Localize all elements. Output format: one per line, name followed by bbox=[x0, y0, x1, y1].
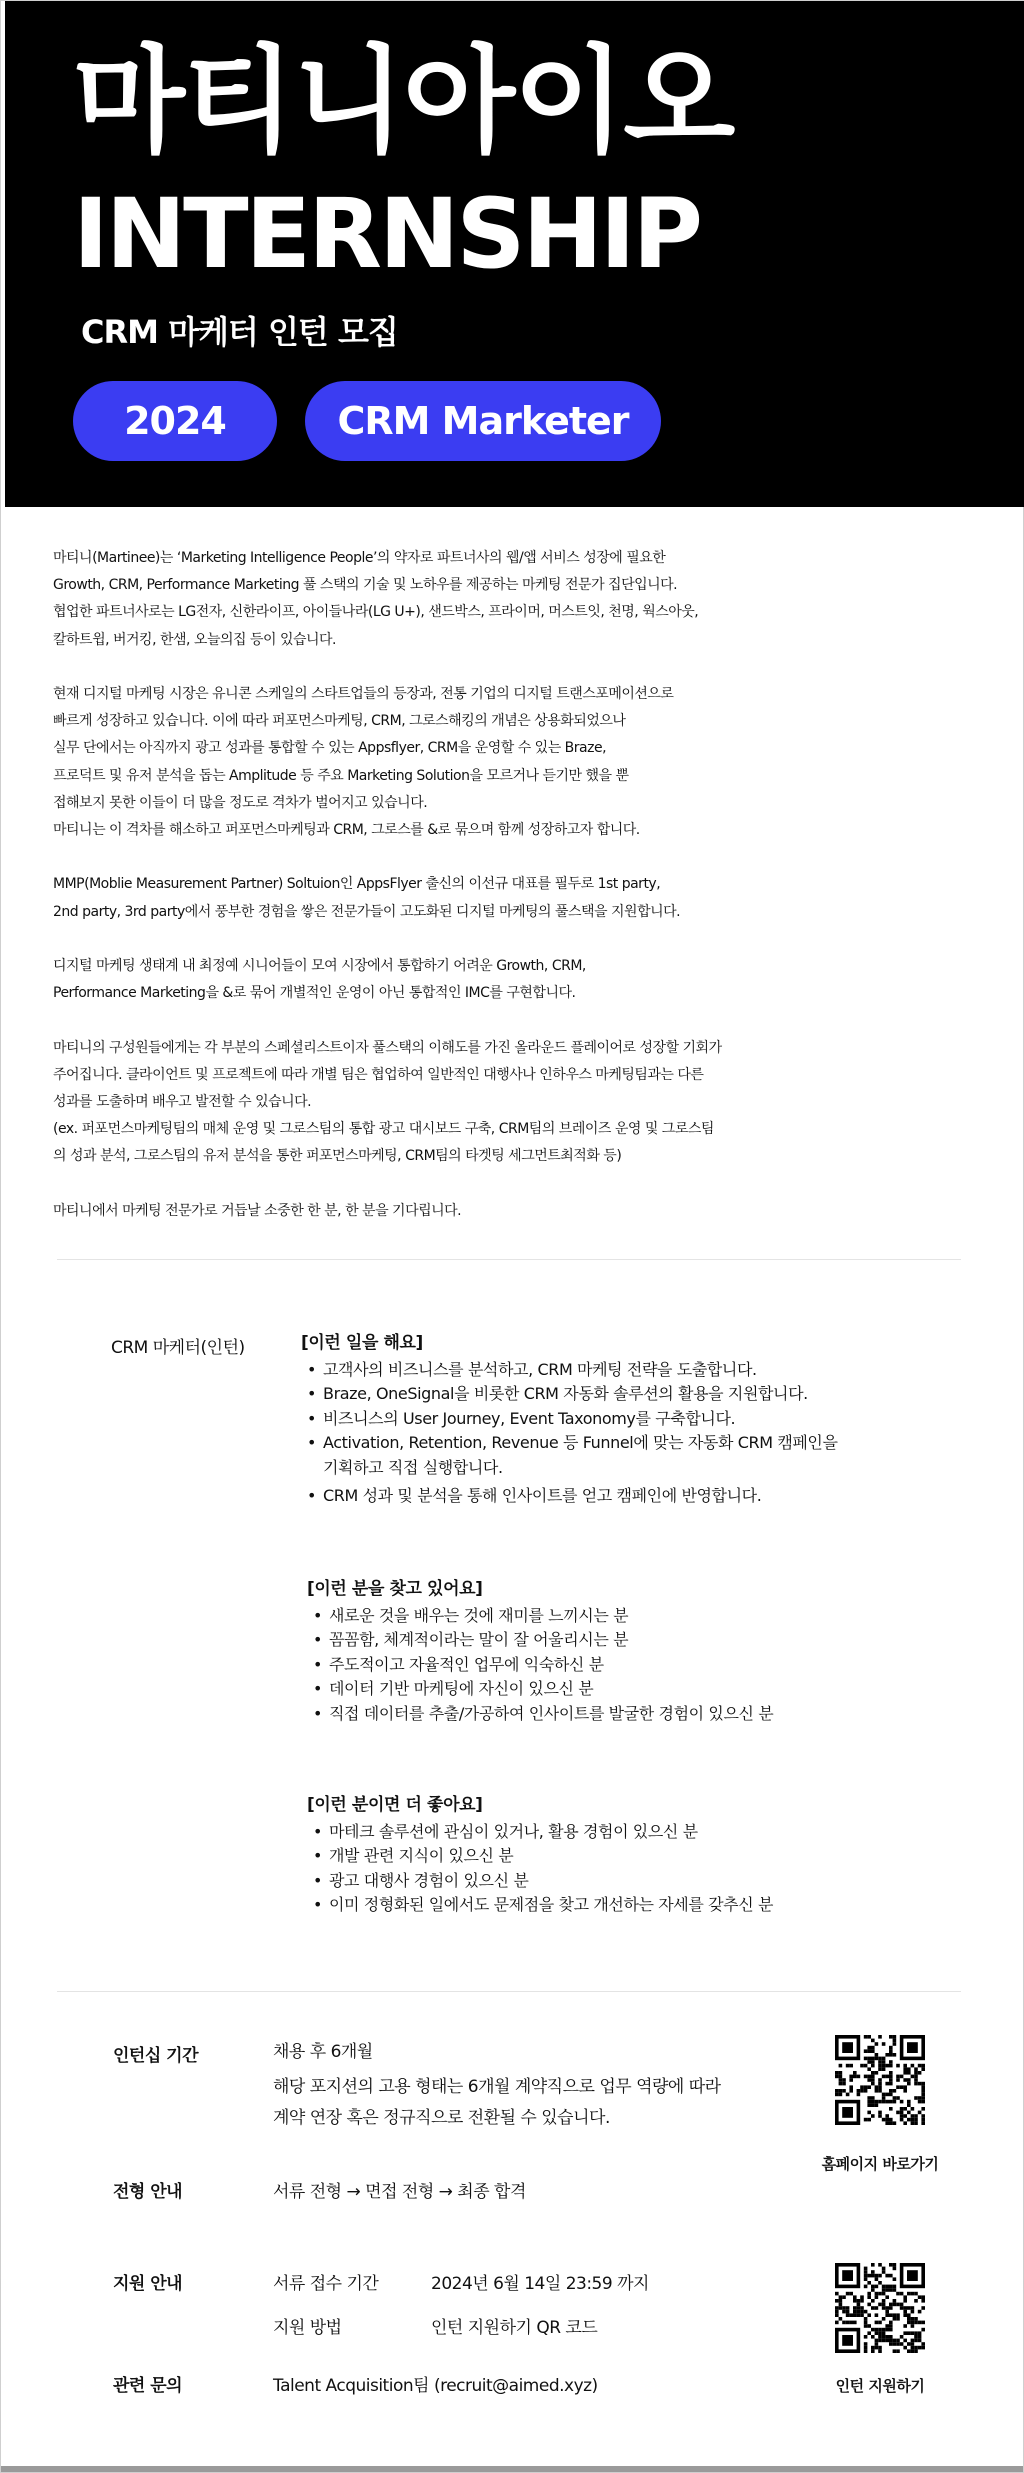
apply-label: 지원 안내 bbox=[113, 2274, 183, 2294]
intro-line: 마티니(Martinee)는 ‘Marketing Intelligence People’의 약자로 파트너사의 웹/앱 서비스 성장에 필요한 bbox=[53, 550, 666, 566]
period-note-line: 해당 포지션의 고용 형태는 6개월 계약직으로 업무 역량에 따라 bbox=[273, 2077, 721, 2097]
apply-qr-code-icon[interactable] bbox=[835, 2263, 925, 2353]
period-note-line: 계약 연장 혹은 정규직으로 전환될 수 있습니다. bbox=[273, 2108, 610, 2128]
intro-paragraph bbox=[53, 871, 933, 925]
intro-line: 성과를 도출하며 배우고 발전할 수 있습니다. bbox=[53, 1094, 312, 1110]
year-badge: 2024 bbox=[73, 381, 277, 461]
list-item: • 꼼꼼함, 체계적이라는 말이 잘 어울리시는 분 bbox=[307, 1628, 773, 1653]
duties-heading: [이런 일을 해요] bbox=[301, 1333, 423, 1353]
list-item: • 이미 정형화된 일에서도 문제점을 찾고 개선하는 자세를 갖추신 분 bbox=[307, 1893, 773, 1918]
intro-paragraph bbox=[53, 1198, 933, 1225]
hero-banner bbox=[5, 1, 1024, 507]
list-item bbox=[301, 1431, 838, 1480]
intro-line: 현재 디지털 마케팅 시장은 유니콘 스케일의 스타트업들의 등장과, 전통 기업의 디지털 트랜스포메이션으로 bbox=[53, 686, 674, 702]
period-label: 인턴십 기간 bbox=[113, 2046, 199, 2066]
wanted-section bbox=[307, 1577, 773, 1726]
intro-line: Growth, CRM, Performance Marketing 풀 스택의 기술 및 노하우를 제공하는 마케팅 전문가 집단입니다. bbox=[53, 577, 678, 594]
list-item: • 주도적이고 자율적인 업무에 익숙하신 분 bbox=[307, 1653, 773, 1678]
wanted-heading: [이런 분을 찾고 있어요] bbox=[307, 1579, 483, 1599]
wanted-list bbox=[307, 1604, 773, 1727]
preferred-section bbox=[307, 1793, 773, 1918]
intro-paragraph bbox=[53, 545, 933, 654]
apply-qr-caption: 인턴 지원하기 bbox=[835, 2377, 925, 2395]
list-item: • 고객사의 비즈니스를 분석하고, CRM 마케팅 전략을 도출합니다. bbox=[301, 1358, 838, 1383]
role-label: CRM 마케터(인턴) bbox=[111, 1338, 245, 1358]
internship-title: INTERNSHIP bbox=[73, 178, 700, 290]
period-text bbox=[273, 2037, 721, 2134]
duties-section bbox=[301, 1331, 838, 1509]
intro-line: MMP(Moblie Measurement Partner) Soltuion인 AppsFlyer 출신의 이선규 대표를 필두로 1st party, bbox=[53, 876, 661, 893]
company-name-title: 마티니아이오 bbox=[73, 34, 734, 169]
intro-paragraph bbox=[53, 953, 933, 1007]
intro-line: 마티니의 구성원들에게는 각 부분의 스페셜리스트이자 풀스택의 이해도를 가진 올라운드 플레이어로 성장할 기회가 bbox=[53, 1039, 722, 1056]
deadline-value: 2024년 6월 14일 23:59 까지 bbox=[431, 2274, 649, 2294]
list-item: • 마테크 솔루션에 관심이 있거나, 활용 경험이 있으신 분 bbox=[307, 1820, 773, 1845]
homepage-qr-caption: 홈페이지 바로가기 bbox=[821, 2155, 939, 2173]
process-steps: 서류 전형 → 면접 전형 → 최종 합격 bbox=[273, 2182, 526, 2202]
process-label: 전형 안내 bbox=[113, 2182, 183, 2202]
list-item-text: Activation, Retention, Revenue 등 Funnel에 맞는 자동화 CRM 캠페인을 bbox=[323, 1433, 838, 1452]
list-item: • 개발 관련 지식이 있으신 분 bbox=[307, 1844, 773, 1869]
intro-line: 협업한 파트너사로는 LG전자, 신한라이프, 아이들나라(LG U+), 샌드박스, 프라이머, 머스트잇, 천명, 웍스아웃, bbox=[53, 604, 699, 621]
company-introduction bbox=[53, 545, 933, 1252]
section-divider bbox=[57, 1991, 961, 1992]
intro-line: 빠르게 성장하고 있습니다. 이에 따라 퍼포먼스마케팅, CRM, 그로스해킹의 개념은 상용화되었으나 bbox=[53, 713, 626, 730]
list-item: • 데이터 기반 마케팅에 자신이 있으신 분 bbox=[307, 1677, 773, 1702]
section-divider bbox=[57, 1259, 961, 1260]
intro-line: 디지털 마케팅 생태계 내 최정예 시니어들이 모여 시장에서 통합하기 어려운 Growth, CRM, bbox=[53, 958, 586, 974]
period-duration: 채용 후 6개월 bbox=[273, 2042, 373, 2062]
list-item-continuation: 기획하고 직접 실행합니다. bbox=[323, 1457, 503, 1477]
intro-paragraph bbox=[53, 1035, 933, 1171]
homepage-qr-code-icon[interactable] bbox=[835, 2035, 925, 2125]
intro-line: 의 성과 분석, 그로스팀의 유저 분석을 통한 퍼포먼스마케팅, CRM팀의 타겟팅 세그먼트최적화 등) bbox=[53, 1148, 622, 1165]
intro-line: 칼하트윕, 버거킹, 한샘, 오늘의집 등이 있습니다. bbox=[53, 631, 337, 648]
role-badge: CRM Marketer bbox=[305, 381, 661, 461]
method-value: 인턴 지원하기 QR 코드 bbox=[431, 2318, 598, 2338]
preferred-heading: [이런 분이면 더 좋아요] bbox=[307, 1795, 483, 1815]
preferred-list bbox=[307, 1820, 773, 1918]
intro-line: Performance Marketing을 &로 묶어 개별적인 운영이 아닌 통합적인 IMC를 구현합니다. bbox=[53, 985, 576, 1002]
contact-label: 관련 문의 bbox=[113, 2376, 183, 2396]
method-label: 지원 방법 bbox=[273, 2318, 342, 2338]
intro-line: 접해보지 못한 이들이 더 많을 정도로 격차가 벌어지고 있습니다. bbox=[53, 794, 428, 811]
intro-paragraph bbox=[53, 681, 933, 844]
deadline-label: 서류 접수 기간 bbox=[273, 2274, 379, 2294]
list-item: • 비즈니스의 User Journey, Event Taxonomy를 구축합니다. bbox=[301, 1407, 838, 1432]
intro-line: 프로덕트 및 유저 분석을 돕는 Amplitude 등 주요 Marketing Solution을 모르거나 듣기만 했을 뿐 bbox=[53, 767, 629, 784]
list-item: • Braze, OneSignal을 비롯한 CRM 자동화 솔루션의 활용을 지원합니다. bbox=[301, 1382, 838, 1407]
intro-line: 실무 단에서는 아직까지 광고 성과를 통합할 수 있는 Appsflyer, CRM을 운영할 수 있는 Braze, bbox=[53, 740, 607, 757]
contact-text: Talent Acquisition팀 (recruit@aimed.xyz) bbox=[273, 2376, 598, 2396]
intro-line: 주어집니다. 클라이언트 및 프로젝트에 따라 개별 팀은 협업하여 일반적인 대행사나 인하우스 마케팅팀과는 다른 bbox=[53, 1066, 704, 1083]
intro-line: 2nd party, 3rd party에서 풍부한 경험을 쌓은 전문가들이 고도화된 디지털 마케팅의 풀스택을 지원합니다. bbox=[53, 903, 681, 920]
list-item: • 직접 데이터를 추출/가공하여 인사이트를 발굴한 경험이 있으신 분 bbox=[307, 1702, 773, 1727]
list-item: • 새로운 것을 배우는 것에 재미를 느끼시는 분 bbox=[307, 1604, 773, 1629]
intro-line: (ex. 퍼포먼스마케팅팀의 매체 운영 및 그로스팀의 통합 광고 대시보드 구축, CRM팀의 브레이즈 운영 및 그로스팀 bbox=[53, 1121, 714, 1138]
intro-line: 마티니에서 마케팅 전문가로 거듭날 소중한 한 분, 한 분을 기다립니다. bbox=[53, 1202, 462, 1219]
list-item: • 광고 대행사 경험이 있으신 분 bbox=[307, 1869, 773, 1894]
intro-line: 마티니는 이 격차를 해소하고 퍼포먼스마케팅과 CRM, 그로스를 &로 묶으며 함께 성장하고자 합니다. bbox=[53, 822, 640, 839]
list-item: • CRM 성과 및 분석을 통해 인사이트를 얻고 캠페인에 반영합니다. bbox=[301, 1484, 838, 1509]
recruitment-subtitle: CRM 마케터 인턴 모집 bbox=[81, 313, 398, 351]
duties-list bbox=[301, 1358, 838, 1509]
page-bottom-shadow bbox=[1, 2466, 1023, 2472]
